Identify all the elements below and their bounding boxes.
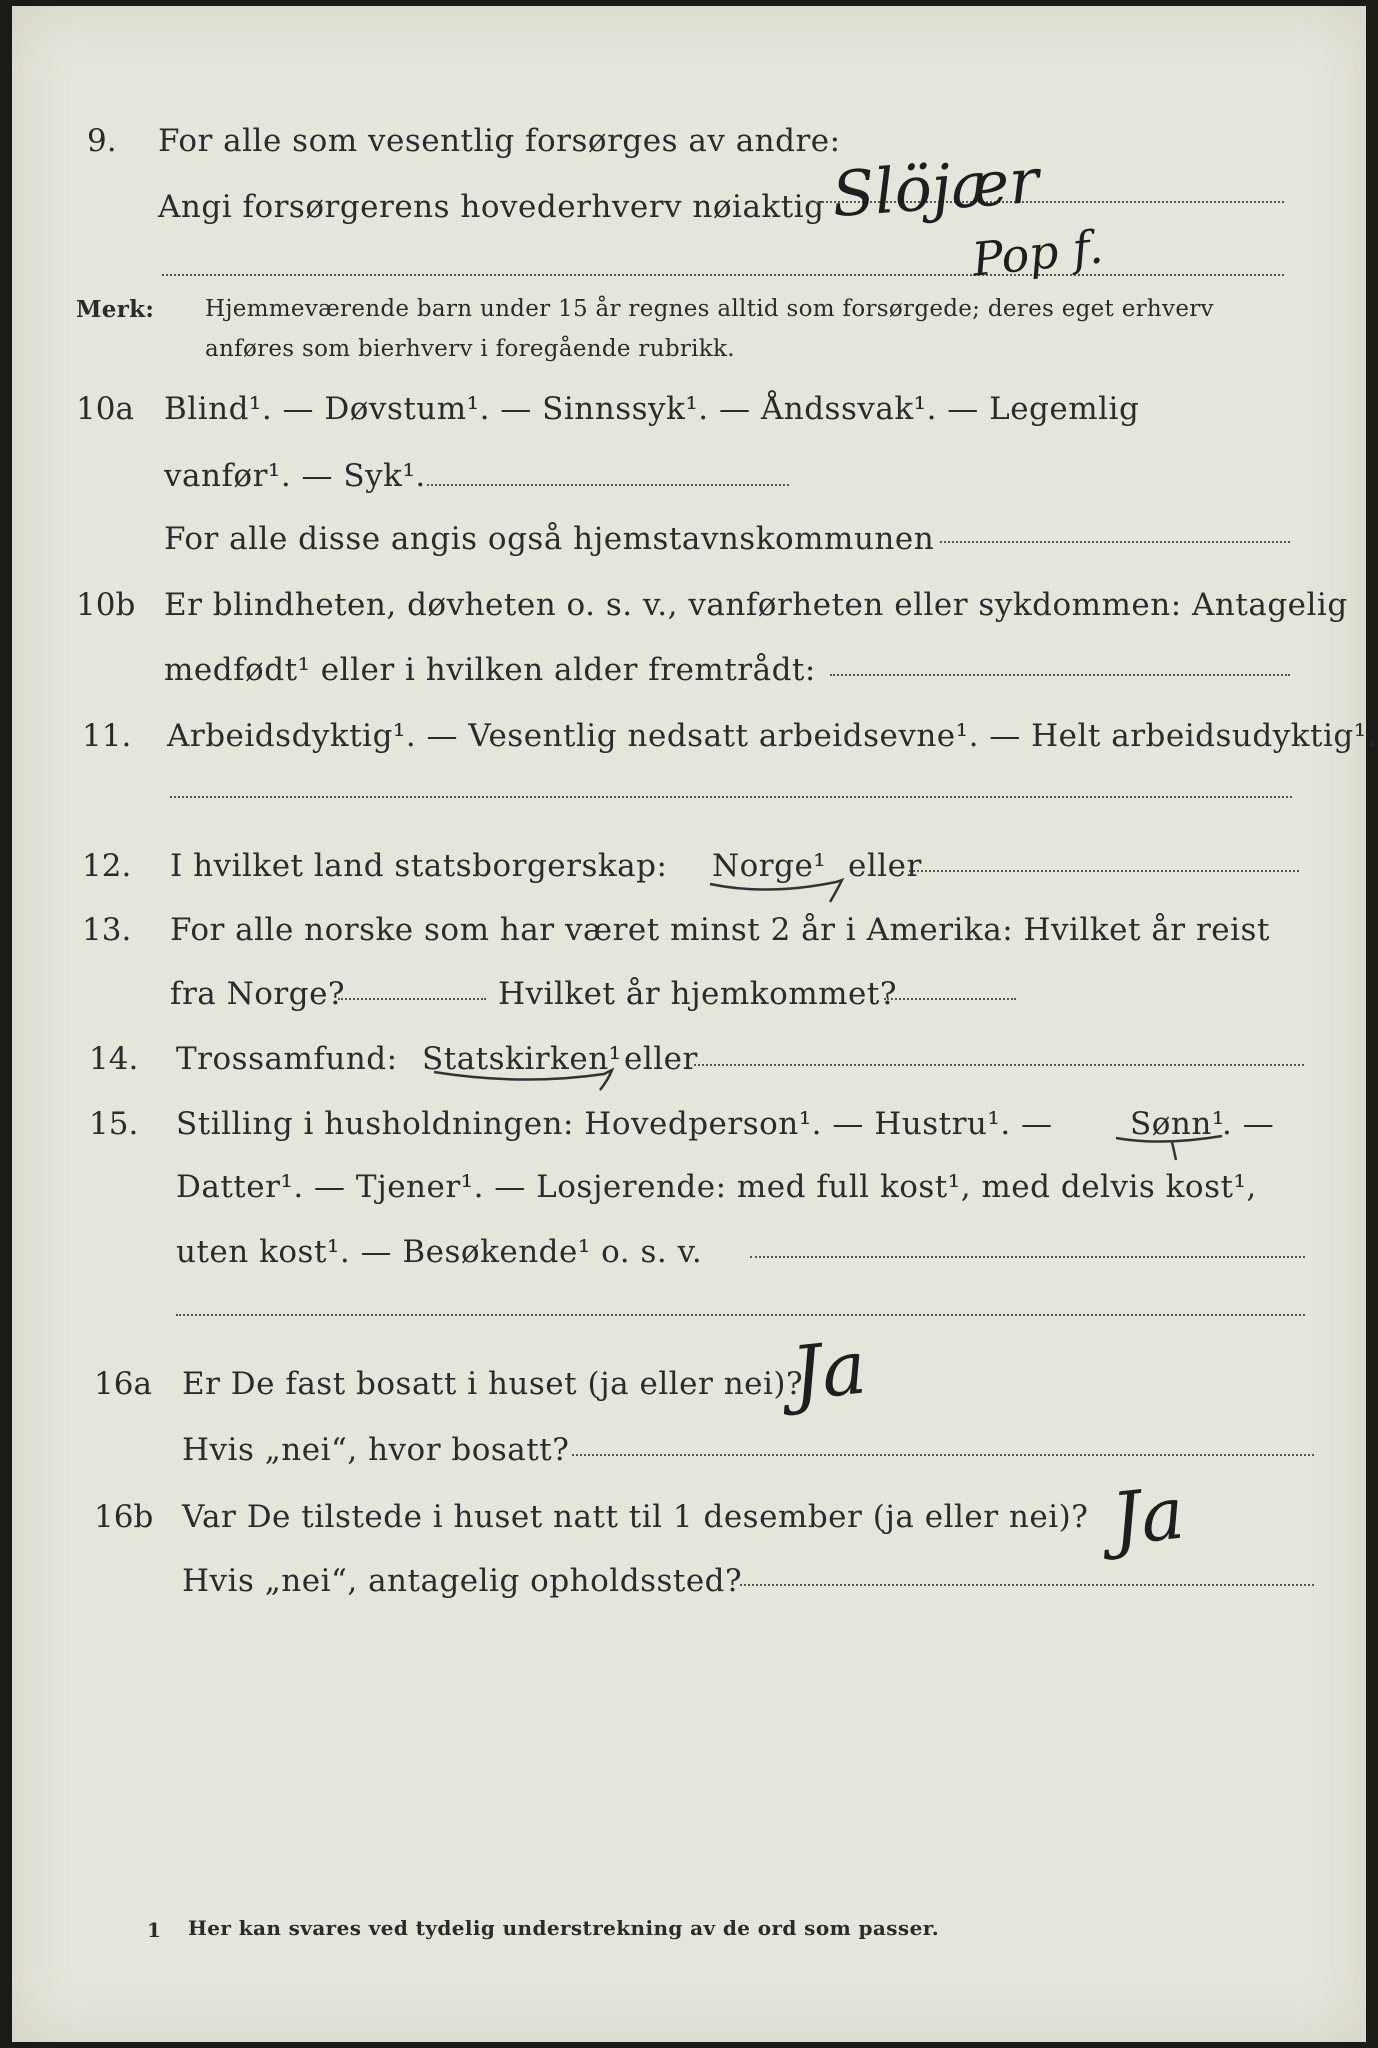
q15-sonn: Sønn¹: [1130, 1106, 1225, 1142]
q12-eller: eller: [848, 848, 922, 884]
q10b-line1: Er blindheten, døvheten o. s. v., vanførheten eller sykdommen: Antagelig: [164, 587, 1348, 623]
q13-reist-line: [338, 998, 486, 1000]
q9-handwritten-answer-2: Pop f.: [969, 219, 1106, 287]
q13-line2a: fra Norge?: [170, 976, 346, 1012]
q15-line3: uten kost¹. — Besøkende¹ o. s. v.: [176, 1234, 703, 1270]
footnote-text: Her kan svares ved tydelig understrekning av de ord som passer.: [188, 1916, 940, 1940]
q12-number: 12.: [82, 848, 132, 884]
q16a-handwritten-answer: Ja: [787, 1324, 871, 1418]
merk-label: Merk:: [76, 296, 155, 323]
q13-number: 13.: [82, 912, 132, 948]
q15-answer-line: [750, 1256, 1305, 1258]
q11-answer-line: [170, 796, 1292, 798]
footnote-marker: 1: [147, 1918, 162, 1942]
q11-line1: Arbeidsdyktig¹. — Vesentlig nedsatt arbeidsevne¹. — Helt arbeidsudyktig¹.: [167, 718, 1378, 754]
q10a-line1: Blind¹. — Døvstum¹. — Sinnssyk¹. — Åndssvak¹. — Legemlig: [164, 391, 1140, 427]
q10a-kommune-line: [940, 541, 1290, 543]
q9-line2: Angi forsørgerens hovederhverv nøiaktig: [158, 189, 825, 225]
q10b-number: 10b: [76, 587, 136, 623]
q15-line1c: . —: [1222, 1106, 1275, 1142]
q10a-number: 10a: [76, 391, 134, 427]
q14-statskirken: Statskirken¹: [422, 1041, 622, 1077]
merk-line1: Hjemmeværende barn under 15 år regnes alltid som forsørgede; deres eget erhverv: [205, 296, 1214, 322]
q14-eller: eller: [624, 1041, 698, 1077]
q16a-answer-line: [572, 1454, 1314, 1456]
q10b-line2: medfødt¹ eller i hvilken alder fremtrådt:: [164, 652, 816, 688]
q10a-line2: vanfør¹. — Syk¹.: [164, 458, 426, 494]
q13-line1: For alle norske som har været minst 2 år i Amerika: Hvilket år reist: [170, 912, 1270, 948]
q13-line2b: Hvilket år hjemkommet?: [498, 976, 897, 1012]
merk-line2: anføres som bierhverv i foregående rubrikk.: [205, 336, 735, 362]
q10b-answer-line: [830, 674, 1290, 676]
q14-text: Trossamfund:: [176, 1041, 398, 1077]
q16b-line2: Hvis „nei“, antagelig opholdssted?: [182, 1563, 743, 1599]
q16b-handwritten-answer: Ja: [1107, 1470, 1188, 1562]
q16a-number: 16a: [94, 1366, 152, 1402]
q14-number: 14.: [89, 1041, 139, 1077]
q15-underline-mark: [1112, 1132, 1232, 1162]
q9-number: 9.: [87, 123, 117, 159]
q15-line2: Datter¹. — Tjener¹. — Losjerende: med full kost¹, med delvis kost¹,: [176, 1169, 1257, 1205]
q12-underline-mark: [708, 878, 848, 908]
q15-line1a: Stilling i husholdningen: Hovedperson¹. — Hustru¹. —: [176, 1106, 1053, 1142]
q13-hjem-line: [884, 998, 1016, 1000]
q15-answer-line-2: [176, 1314, 1305, 1316]
q16a-line2: Hvis „nei“, hvor bosatt?: [182, 1432, 570, 1468]
q16a-line1: Er De fast bosatt i huset (ja eller nei)?: [182, 1366, 804, 1402]
census-form-page: [12, 6, 1378, 2042]
q12-answer-line: [909, 870, 1299, 872]
q16b-number: 16b: [94, 1499, 154, 1535]
q15-number: 15.: [89, 1106, 139, 1142]
q12-norge: Norge¹: [712, 848, 827, 884]
q16b-answer-line: [740, 1584, 1314, 1586]
q9-answer-line-2: [162, 274, 1284, 276]
q12-text: I hvilket land statsborgerskap:: [170, 848, 668, 884]
q9-handwritten-answer: Slöjær: [829, 143, 1042, 232]
q9-line1: For alle som vesentlig forsørges av andre:: [158, 123, 841, 159]
q16b-line1: Var De tilstede i huset natt til 1 desember (ja eller nei)?: [182, 1499, 1089, 1535]
q11-number: 11.: [82, 718, 132, 754]
q14-answer-line: [694, 1064, 1304, 1066]
q10a-syk-line: [427, 484, 789, 486]
q10a-line3: For alle disse angis også hjemstavnskommunen: [164, 521, 935, 557]
q14-underline-mark: [432, 1064, 632, 1094]
